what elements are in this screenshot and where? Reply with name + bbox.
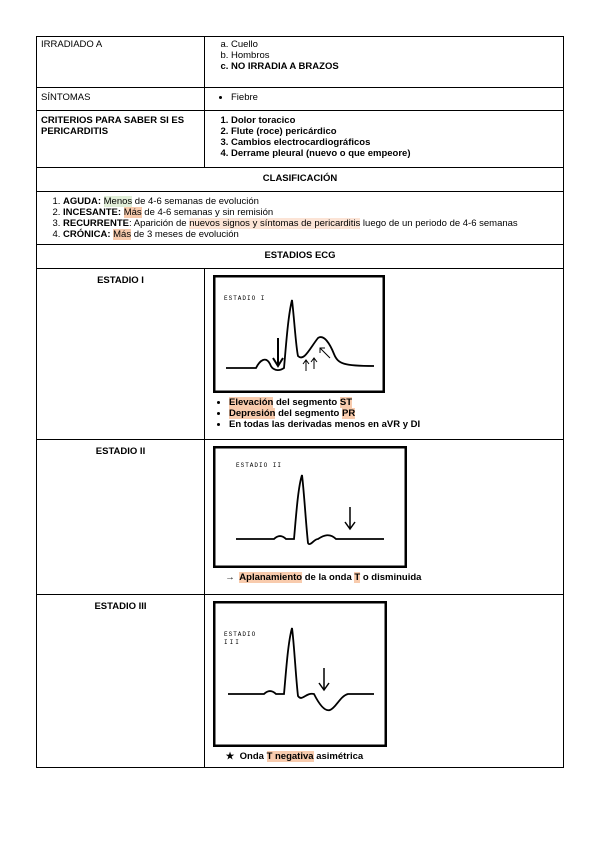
list-item: 1. AGUDA: Menos de 4-6 semanas de evolución xyxy=(63,196,557,207)
list-item: c. NO IRRADIA A BRAZOS xyxy=(231,61,559,72)
row-irradiado xyxy=(37,37,564,88)
sintomas-list xyxy=(209,92,559,103)
estadios-header: ESTADIOS ECG xyxy=(37,245,564,269)
ecg-stage-3-title-line2: III xyxy=(224,639,241,646)
stage-3-note: ★ Onda T negativa asimétrica xyxy=(209,751,559,762)
list-item: 4. CRÓNICA: Más de 3 meses de evolución xyxy=(63,229,557,240)
stage-1-label: ESTADIO I xyxy=(37,269,205,440)
ecg-stage-2 xyxy=(213,446,407,568)
list-item: b. Hombros xyxy=(231,50,559,61)
row-criterios xyxy=(37,111,564,168)
row-clasificacion xyxy=(37,192,564,245)
criterios-list xyxy=(209,115,559,159)
row-stage-2 xyxy=(37,440,564,595)
list-item: 2. INCESANTE: Más de 4-6 semanas y sin remisión xyxy=(63,207,557,218)
clasificacion-header: CLASIFICACIÓN xyxy=(37,168,564,192)
row-stage-3 xyxy=(37,595,564,768)
label-irradiado: IRRADIADO A xyxy=(37,37,205,88)
list-item: 3. RECURRENTE: Aparición de nuevos signos y síntomas de pericarditis luego de un periodo de 4-6 semanas xyxy=(63,218,557,229)
ecg-stage-1-title: ESTADIO I xyxy=(224,295,266,302)
row-stage-1 xyxy=(37,269,564,440)
clasificacion-list xyxy=(41,196,557,240)
list-item: 3. Cambios electrocardiográficos xyxy=(231,137,559,148)
row-clasificacion-header xyxy=(37,168,564,192)
list-item: • Elevación del segmento ST xyxy=(229,397,559,408)
list-item: 4. Derrame pleural (nuevo o que empeore) xyxy=(231,148,559,159)
list-item: • Fiebre xyxy=(231,92,559,103)
row-estadios-header xyxy=(37,245,564,269)
list-item: • En todas las derivadas menos en aVR y DI xyxy=(229,419,559,430)
label-sintomas: SÍNTOMAS xyxy=(37,88,205,111)
list-item: 2. Flute (roce) pericárdico xyxy=(231,126,559,137)
stage-2-label: ESTADIO II xyxy=(37,440,205,595)
stage-1-bullets xyxy=(209,397,559,430)
pericarditis-table xyxy=(36,36,564,768)
ecg-stage-3-title: ESTADIO xyxy=(224,631,257,638)
stage-2-note: → Aplanamiento de la onda T o disminuida xyxy=(209,572,559,583)
row-sintomas xyxy=(37,88,564,111)
star-icon: ★ xyxy=(225,751,235,762)
list-item: 1. Dolor toracico xyxy=(231,115,559,126)
irradiado-list xyxy=(209,39,559,72)
list-item: • Depresión del segmento PR xyxy=(229,408,559,419)
stage-3-label: ESTADIO III xyxy=(37,595,205,768)
list-item: a. Cuello xyxy=(231,39,559,50)
ecg-stage-3 xyxy=(213,601,387,747)
ecg-stage-2-title: ESTADIO II xyxy=(236,462,283,469)
label-criterios: CRITERIOS PARA SABER SI ES PERICARDITIS xyxy=(37,111,205,168)
ecg-stage-1 xyxy=(213,275,385,393)
right-arrow-icon: → xyxy=(225,572,235,583)
